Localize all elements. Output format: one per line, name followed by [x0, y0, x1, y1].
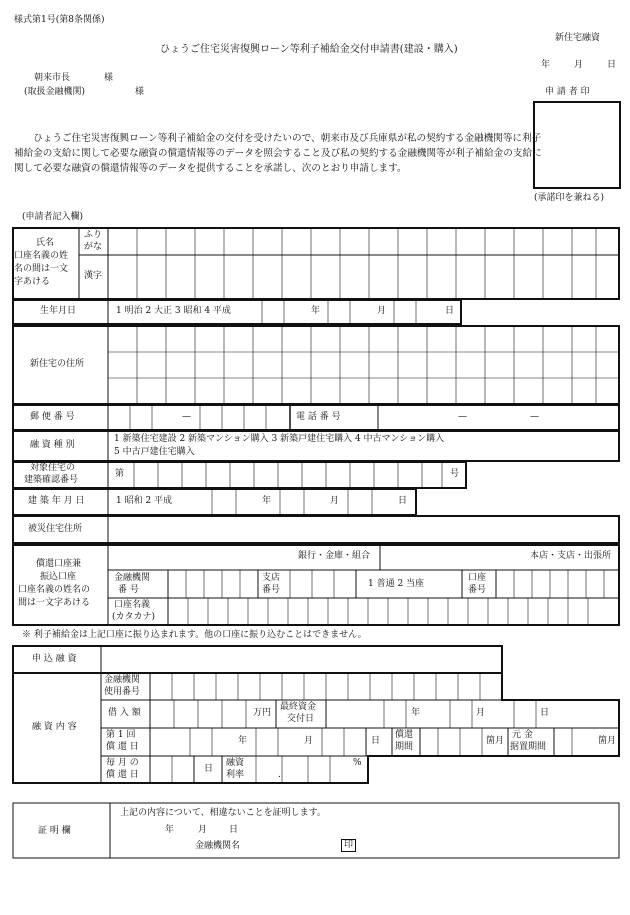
final-fund-label-2: 交付日	[287, 714, 315, 724]
bank-name-input[interactable]	[108, 545, 288, 570]
loan-type-label: 新住宅融資	[555, 33, 601, 43]
kanji-label: 漢字	[84, 271, 103, 281]
postal-dash: —	[182, 412, 191, 422]
branch-name-input[interactable]	[380, 545, 526, 570]
rate-unit: %	[353, 758, 362, 768]
account-type-options[interactable]: 1 普通 2 当座	[368, 579, 425, 589]
seal-note: (承諾印を兼ねる)	[534, 193, 605, 203]
branch-number-input[interactable]	[290, 570, 356, 598]
phone-input[interactable]	[378, 405, 619, 430]
postal-code-input[interactable]	[108, 405, 290, 430]
postal-code-label: 郵 便 番 号	[30, 412, 75, 422]
certification-label: 証 明 欄	[38, 826, 71, 836]
birth-date-label: 生年月日	[40, 306, 77, 316]
monthly-day-label: 日	[204, 764, 214, 774]
first-year-label: 年	[238, 736, 248, 746]
rate-decimal-point: .	[278, 770, 281, 780]
cert-number-input[interactable]	[134, 462, 442, 488]
period-label-2: 期間	[395, 742, 414, 752]
final-month-label: 月	[476, 708, 486, 718]
final-year-label: 年	[411, 708, 421, 718]
rate-label-1: 融資	[226, 758, 245, 768]
period-label-1: 償還	[395, 730, 414, 740]
account-holder-input[interactable]	[168, 598, 619, 625]
period-unit: 箇月	[486, 736, 505, 746]
furigana-input[interactable]	[108, 228, 619, 255]
monthly-repay-label-2: 償 還 日	[106, 770, 139, 780]
date-day-label: 日	[607, 60, 617, 70]
grace-label-2: 据置期間	[510, 742, 547, 752]
applied-loan-label: 申 込 融 資	[32, 654, 77, 664]
cert-bank-name-label: 金融機関名	[195, 841, 241, 851]
account-label-2: 振込口座	[40, 572, 77, 582]
first-month-label: 月	[304, 736, 314, 746]
built-era-options[interactable]: 1 昭和 2 平成	[116, 496, 173, 506]
date-year-label: 年	[541, 60, 551, 70]
era-options[interactable]: 1 明治 2 大正 3 昭和 4 平成	[116, 306, 231, 316]
account-label-4: 間は一文字あける	[18, 598, 91, 608]
bank-use-label-2: 使用番号	[104, 687, 141, 697]
cert-label-1: 対象住宅の	[30, 463, 76, 473]
amount-label: 借 入 額	[108, 708, 141, 718]
kanji-name-input[interactable]	[108, 255, 619, 299]
loan-content-label: 融 資 内 容	[32, 722, 77, 732]
applicant-section-label: (申請者記入欄)	[22, 212, 84, 222]
seal-mark-icon: 印	[341, 839, 356, 852]
birth-day-label: 日	[445, 306, 455, 316]
branch-kind-label: 本店・支店・出張所	[530, 551, 612, 561]
damaged-address-label: 被災住宅住所	[28, 524, 83, 534]
cert-suffix: 号	[450, 469, 460, 479]
cert-label-2: 建築確認番号	[24, 475, 79, 485]
grace-label-1: 元 金	[512, 730, 533, 740]
addressee-bank-sama: 様	[135, 87, 145, 97]
cert-seal-mark	[337, 839, 356, 852]
built-year-label: 年	[262, 496, 272, 506]
intro-paragraph: ひょうご住宅災害復興ローン等利子補給金の交付を受けたいので、朝来市及び兵庫県が私の契約する金融機関等に利子補給金の支給に関して必要な融資の償還情報等のデータを照会すること及び私の契約する金融機関等が利子補給金の支給に関して必要な融資の償還情報等のデータを提供することを承諾し、次のとおり申請します。	[14, 133, 542, 174]
name-note-3: 字あける	[14, 277, 51, 287]
first-repay-label-1: 第 1 回	[106, 730, 136, 740]
seal-label: 申 請 者 印	[545, 87, 590, 97]
certification-text: 上記の内容について、相違ないことを証明します。	[120, 808, 326, 818]
name-note-1: 口座名義の姓	[14, 251, 69, 261]
phone-label: 電 話 番 号	[296, 412, 341, 422]
holder-label-1: 口座名義	[114, 600, 151, 610]
final-fund-label-1: 最終資金	[280, 702, 317, 712]
addressee-mayor-sama: 様	[104, 73, 114, 83]
transfer-notice: ※ 利子補給金は上記口座に振り込まれます。他の口座に振り込むことはできません。	[22, 630, 367, 640]
account-number-input[interactable]	[496, 570, 619, 598]
new-address-input[interactable]	[108, 326, 619, 404]
form-number: 様式第1号(第8条関係)	[14, 15, 105, 25]
built-date-label: 建 築 年 月 日	[28, 496, 85, 506]
final-day-label: 日	[540, 708, 550, 718]
name-note-2: 名の間は一文	[14, 264, 69, 274]
birth-month-label: 月	[377, 306, 387, 316]
new-address-label: 新住宅の住所	[30, 359, 85, 369]
account-number-label-1: 口座	[468, 573, 487, 583]
loan-kind-options-line1[interactable]: 1 新築住宅建設 2 新築マンション購入 3 新築戸建住宅購入 4 中古マンション購入	[114, 434, 445, 444]
loan-kind-label: 融 資 種 別	[30, 440, 75, 450]
addressee-bank: (取扱金融機関)	[24, 87, 86, 97]
first-day-label: 日	[371, 736, 381, 746]
bank-number-input[interactable]	[168, 570, 258, 598]
branch-number-label-2: 番号	[262, 585, 281, 595]
grace-unit: 箇月	[598, 736, 617, 746]
bank-number-label-1: 金融機関	[114, 573, 151, 583]
amount-unit: 万円	[253, 708, 272, 718]
bank-use-label-1: 金融機関	[104, 675, 141, 685]
cert-prefix: 第	[115, 469, 125, 479]
rate-label-2: 利率	[226, 770, 245, 780]
addressee-mayor: 朝来市長	[34, 73, 71, 83]
bank-kind-label: 銀行・金庫・組合	[298, 551, 371, 561]
applied-loan-input[interactable]	[101, 646, 502, 673]
account-label-1: 償還口座兼	[36, 559, 82, 569]
birth-year-label: 年	[311, 306, 321, 316]
furigana-label-2: がな	[84, 242, 103, 252]
damaged-address-input[interactable]	[108, 516, 619, 543]
cert-year-label: 年	[165, 825, 175, 835]
phone-dash-2: —	[530, 412, 539, 422]
holder-label-2: (カタカナ)	[112, 612, 156, 622]
monthly-repay-label-1: 毎 月 の	[106, 758, 139, 768]
loan-kind-options-line2[interactable]: 5 中古戸建住宅購入	[114, 447, 195, 457]
branch-number-label-1: 支店	[262, 573, 281, 583]
built-month-label: 月	[330, 496, 340, 506]
first-repay-label-2: 償 還 日	[106, 742, 139, 752]
applicant-seal-box[interactable]	[533, 101, 621, 189]
furigana-label-1: ふり	[84, 230, 103, 240]
date-month-label: 月	[574, 60, 584, 70]
name-label: 氏名	[36, 238, 55, 248]
phone-dash-1: —	[458, 412, 467, 422]
bank-number-label-2: 番 号	[118, 585, 139, 595]
built-day-label: 日	[398, 496, 408, 506]
cert-day-label: 日	[229, 825, 239, 835]
cert-month-label: 月	[198, 825, 208, 835]
form-title: ひょうご住宅災害復興ローン等利子補給金交付申請書(建設・購入)	[160, 44, 458, 55]
account-number-label-2: 番号	[468, 585, 487, 595]
account-label-3: 口座名義の姓名の	[18, 585, 91, 595]
